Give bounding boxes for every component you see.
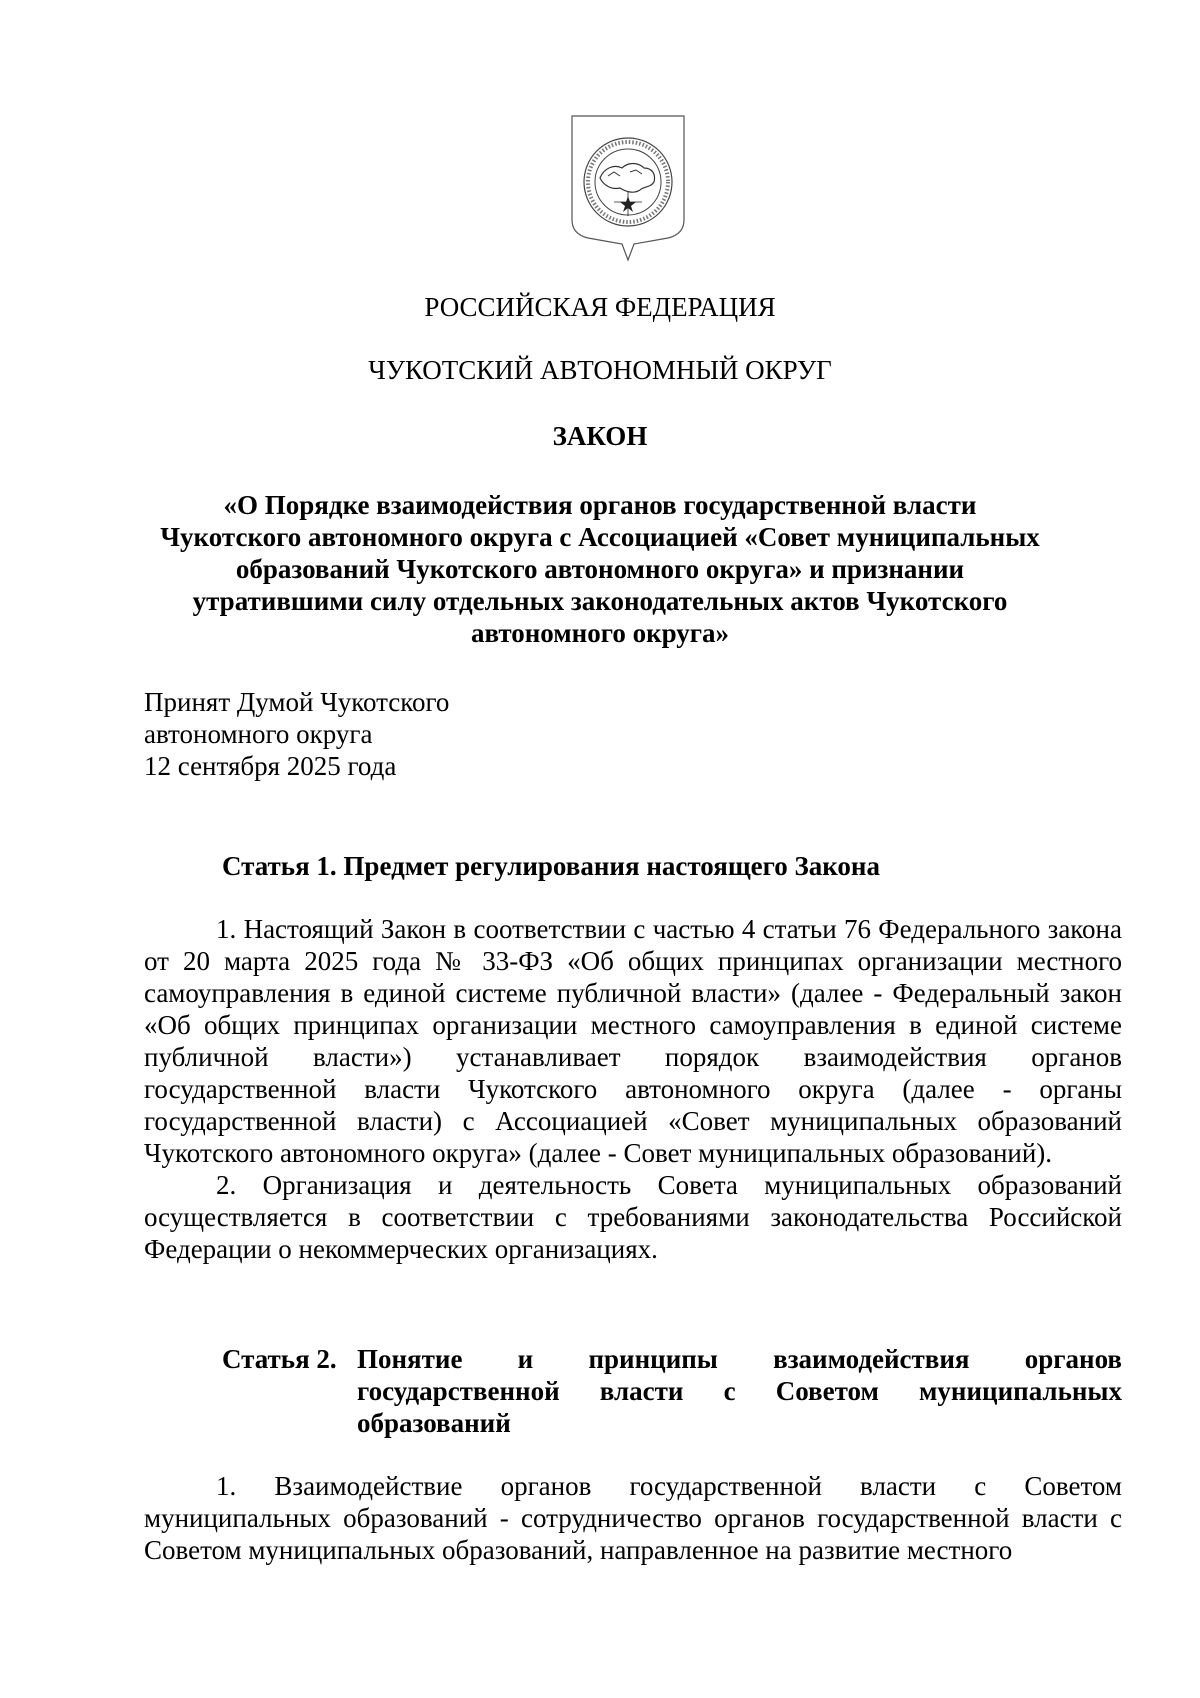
adoption-line-1: Принят Думой Чукотского — [144, 687, 450, 717]
adoption-line-2: автономного округа — [144, 719, 373, 749]
law-title-text: «О Порядке взаимодействия органов государственной власти Чукотского автономного округа с Ассоциацией «Совет муниципальных образований Чукотского автономного округа» и признании утратившими силу отдельных законодательных актов Чукотского автономного округа» — [160, 490, 1040, 648]
adoption-block — [144, 686, 449, 782]
article-1-body — [144, 913, 1122, 1265]
article-2-title: Понятие и принципы взаимодействия органов государственной власти с Советом муниципальных образований — [357, 1344, 1122, 1438]
article-1-paragraph-1: 1. Настоящий Закон в соответствии с частью 4 статьи 76 Федерального закона от 20 марта 2025 года № 33-ФЗ «Об общих принципах организации местного самоуправления в единой системе публичной власти» (далее - Федеральный закон «Об общих принципах организации местного самоуправления в единой системе публичной власти») устанавливает порядок взаимодействия органов государственной власти Чукотского автономного округа (далее - органы государственной власти) с Ассоциацией «Совет муниципальных образований Чукотского автономного округа» (далее - Совет муниципальных образований). — [144, 914, 1122, 1168]
article-2-body — [144, 1470, 1122, 1566]
article-1-heading: Статья 1. Предмет регулирования настоящего Закона — [222, 851, 880, 881]
article-2-label: Статья 2. — [222, 1344, 337, 1374]
document-type: ЗАКОН — [552, 421, 648, 451]
article-2-paragraph-1: 1. Взаимодействие органов государственной власти с Советом муниципальных образований - сотрудничество органов государственной власти с Советом муниципальных образований, направленное на развитие местного — [144, 1471, 1122, 1565]
law-title — [0, 489, 1200, 649]
region-name: ЧУКОТСКИЙ АВТОНОМНЫЙ ОКРУГ — [368, 355, 832, 385]
article-1-paragraph-2: 2. Организация и деятельность Совета муниципальных образований осуществляется в соответствии с требованиями законодательства Российской Федерации о некоммерческих организациях. — [144, 1170, 1122, 1264]
adoption-date: 12 сентября 2025 года — [144, 751, 397, 781]
state-name: РОССИЙСКАЯ ФЕДЕРАЦИЯ — [424, 292, 776, 322]
coat-of-arms-icon — [568, 112, 688, 264]
